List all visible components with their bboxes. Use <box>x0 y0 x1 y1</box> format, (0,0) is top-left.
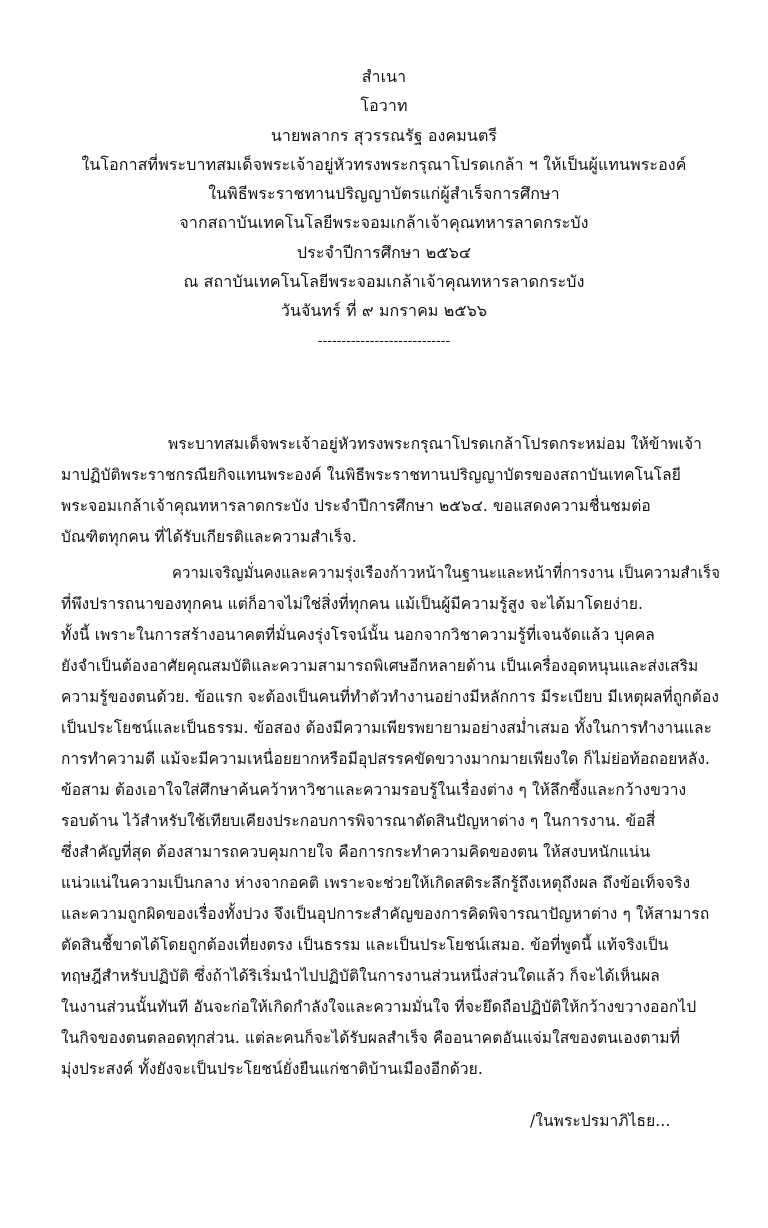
body-line: เป็นประโยชน์และเป็นธรรม. ข้อสอง ต้องมีความเพียรพยายามอย่างสม่ำเสมอ ทั้งในการทำงานและ <box>61 719 713 737</box>
header-title: โอวาท <box>360 96 408 116</box>
body-line: แน่วแน่ในความเป็นกลาง ห่างจากอคติ เพราะจะช่วยให้เกิดสติระลึกรู้ถึงเหตุถึงผล ถึงข้อเท็จจริง <box>61 874 691 892</box>
body-line: รอบด้าน ไว้สำหรับใช้เทียบเคียงประกอบการพิจารณาตัดสินปัญหาต่าง ๆ ในการงาน. ข้อสี่ <box>61 812 656 830</box>
header-copy-label: สำเนา <box>361 67 407 86</box>
continuation-marker: /ในพระปรมาภิไธย... <box>530 1112 671 1130</box>
header-academic-year: ประจำปีการศึกษา ๒๕๖๔ <box>296 242 472 262</box>
body-line: มุ่งประสงค์ ทั้งยังจะเป็นประโยชน์ยั่งยืนแก่ชาติบ้านเมืองอีกด้วย. <box>61 1060 483 1078</box>
document-header <box>0 62 768 352</box>
header-venue: ณ สถาบันเทคโนโลยีพระจอมเกล้าเจ้าคุณทหารลาดกระบัง <box>183 272 585 292</box>
body-line: พระจอมเกล้าเจ้าคุณทหารลาดกระบัง ประจำปีการศึกษา ๒๕๖๔. ขอแสดงความชื่นชมต่อ <box>61 497 651 515</box>
body-line: ข้อสาม ต้องเอาใจใส่ศึกษาค้นคว้าหาวิชาและความรอบรู้ในเรื่องต่าง ๆ ให้ลึกซึ้งและกว้างขวาง <box>61 781 687 799</box>
body-line: ในงานส่วนนั้นทันที อันจะก่อให้เกิดกำลังใจและความมั่นใจ ที่จะยึดถือปฏิบัติให้กว้างขวางออกไป <box>61 998 697 1016</box>
header-speaker: นายพลากร สุวรรณรัฐ องคมนตรี <box>270 125 498 145</box>
body-line: มาปฏิบัติพระราชกรณียกิจแทนพระองค์ ในพิธีพระราชทานปริญญาบัตรของสถาบันเทคโนโลยี <box>61 466 681 484</box>
body-line: ยังจำเป็นต้องอาศัยคุณสมบัติและความสามารถพิเศษอีกหลายด้าน เป็นเครื่องอุดหนุนและส่งเสริม <box>61 657 699 675</box>
body-line: ที่พึงปรารถนาของทุกคน แต่ก็อาจไม่ใช่สิ่งที่ทุกคน แม้เป็นผู้มีความรู้สูง จะได้มาโดยง่าย. <box>61 595 644 613</box>
body-line: ในกิจของตนตลอดทุกส่วน. แต่ละคนก็จะได้รับผลสำเร็จ คืออนาคตอันแจ่มใสของตนเองตามที่ <box>61 1029 681 1047</box>
body-line: ความรู้ของตนด้วย. ข้อแรก จะต้องเป็นคนที่ทำตัวทำงานอย่างมีหลักการ มีระเบียบ มีเหตุผลที่ถูกต้อง <box>61 688 720 706</box>
body-line: ทฤษฎีสำหรับปฏิบัติ ซึ่งถ้าได้ริเริ่มนำไปปฏิบัติในการงานส่วนหนึ่งส่วนใดแล้ว ก็จะได้เห็นผล <box>61 967 660 985</box>
body-line: ตัดสินชี้ขาดได้โดยถูกต้องเที่ยงตรง เป็นธรรม และเป็นประโยชน์เสมอ. ข้อที่พูดนี้ แท้จริงเป็น <box>61 936 669 954</box>
header-ceremony: ในพิธีพระราชทานปริญญาบัตรแก่ผู้สำเร็จการศึกษา <box>208 184 560 204</box>
header-occasion: ในโอกาสที่พระบาทสมเด็จพระเจ้าอยู่หัวทรงพระกรุณาโปรดเกล้า ฯ ให้เป็นผู้แทนพระองค์ <box>81 154 687 174</box>
body-line: ซึ่งสำคัญที่สุด ต้องสามารถควบคุมกายใจ คือการกระทำความคิดของตน ให้สงบหนักแน่น <box>61 843 651 861</box>
header-institution: จากสถาบันเทคโนโลยีพระจอมเกล้าเจ้าคุณทหารลาดกระบัง <box>179 213 589 233</box>
body-line: และความถูกผิดของเรื่องทั้งปวง จึงเป็นอุปการะสำคัญของการคิดพิจารณาปัญหาต่าง ๆ ให้สามารถ <box>61 905 710 923</box>
header-date: วันจันทร์ ที่ ๙ มกราคม ๒๕๖๖ <box>280 301 488 321</box>
header-divider: ---------------------------- <box>317 332 451 349</box>
body-line: บัณฑิตทุกคน ที่ได้รับเกียรติและความสำเร็จ. <box>61 528 357 546</box>
body-line: พระบาทสมเด็จพระเจ้าอยู่หัวทรงพระกรุณาโปรดเกล้าโปรดกระหม่อม ให้ข้าพเจ้า <box>168 435 702 453</box>
body-line: การทำความดี แม้จะมีความเหนื่อยยากหรือมีอุปสรรคขัดขวางมากมายเพียงใด ก็ไม่ย่อท้อถอยหลัง. <box>61 750 711 768</box>
body-line: ทั้งนี้ เพราะในการสร้างอนาคตที่มั่นคงรุ่งโรจน์นั้น นอกจากวิชาความรู้ที่เจนจัดแล้ว บุคคล <box>61 626 655 644</box>
body-line: ความเจริญมั่นคงและความรุ่งเรืองก้าวหน้าในฐานะและหน้าที่การงาน เป็นความสำเร็จ <box>172 564 721 582</box>
